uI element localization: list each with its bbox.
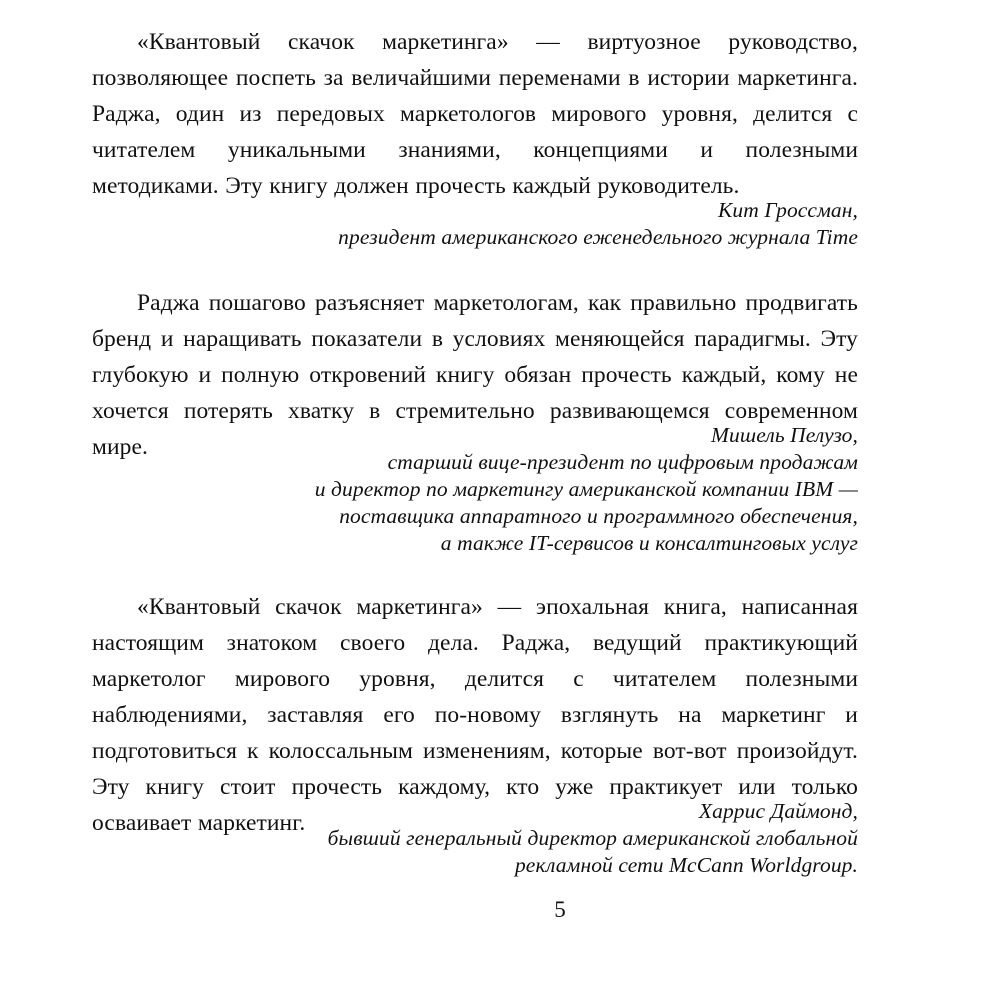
attribution-2-line-1: Мишель Пелузо,	[711, 423, 858, 447]
attribution-2-line-3: и директор по маркетингу американской компании IBM —	[314, 477, 858, 501]
attribution-3-line-2: бывший генеральный директор американской глобальной	[327, 826, 858, 850]
attribution-2-line-4: поставщика аппаратного и программного обеспечения,	[339, 504, 858, 528]
attribution-2-line-2: старший вице-президент по цифровым продажам	[387, 450, 858, 474]
attribution-3	[92, 798, 858, 879]
attribution-2-line-5: а также IT-сервисов и консалтинговых услуг	[440, 531, 858, 555]
attribution-1-line-1: Кит Гроссман,	[718, 198, 858, 222]
praise-quote-1	[92, 24, 858, 204]
attribution-3-line-1: Харрис Даймонд,	[698, 799, 858, 823]
attribution-1-line-2: президент американского еженедельного журнала Time	[338, 225, 858, 249]
page-number: 5	[554, 897, 566, 922]
praise-quote-2-text: Раджа пошагово разъясняет маркетологам, как правильно продвигать бренд и наращивать показатели в условиях меняющейся парадигмы. Эту глубокую и полную откровений книгу обязан прочесть каждый, кому не хочется потерять хватку в стремительно развивающемся современном мире.	[92, 290, 858, 460]
attribution-1	[92, 197, 858, 251]
praise-quote-1-text: «Квантовый скачок маркетинга» — виртуозное руководство, позволяющее поспеть за величайшими переменами в истории маркетинга. Раджа, один из передовых маркетологов мирового уровня, делится с читателем уникальными знаниями, концепциями и полезными методиками. Эту книгу должен прочесть каждый руководитель.	[92, 29, 858, 199]
praise-quote-3-text: «Квантовый скачок маркетинга» — эпохальная книга, написанная настоящим знатоком своего дела. Раджа, ведущий практикующий маркетолог мирового уровня, делится с читателем полезными наблюдениями, заставляя его по-новому взглянуть на маркетинг и подготовиться к колоссальным изменениям, которые вот-вот произойдут. Эту книгу стоит прочесть каждому, кто уже практикует или только осваивает маркетинг.	[92, 594, 858, 836]
attribution-3-line-3: рекламной сети McCann Worldgroup.	[514, 853, 858, 877]
attribution-2	[92, 422, 858, 557]
